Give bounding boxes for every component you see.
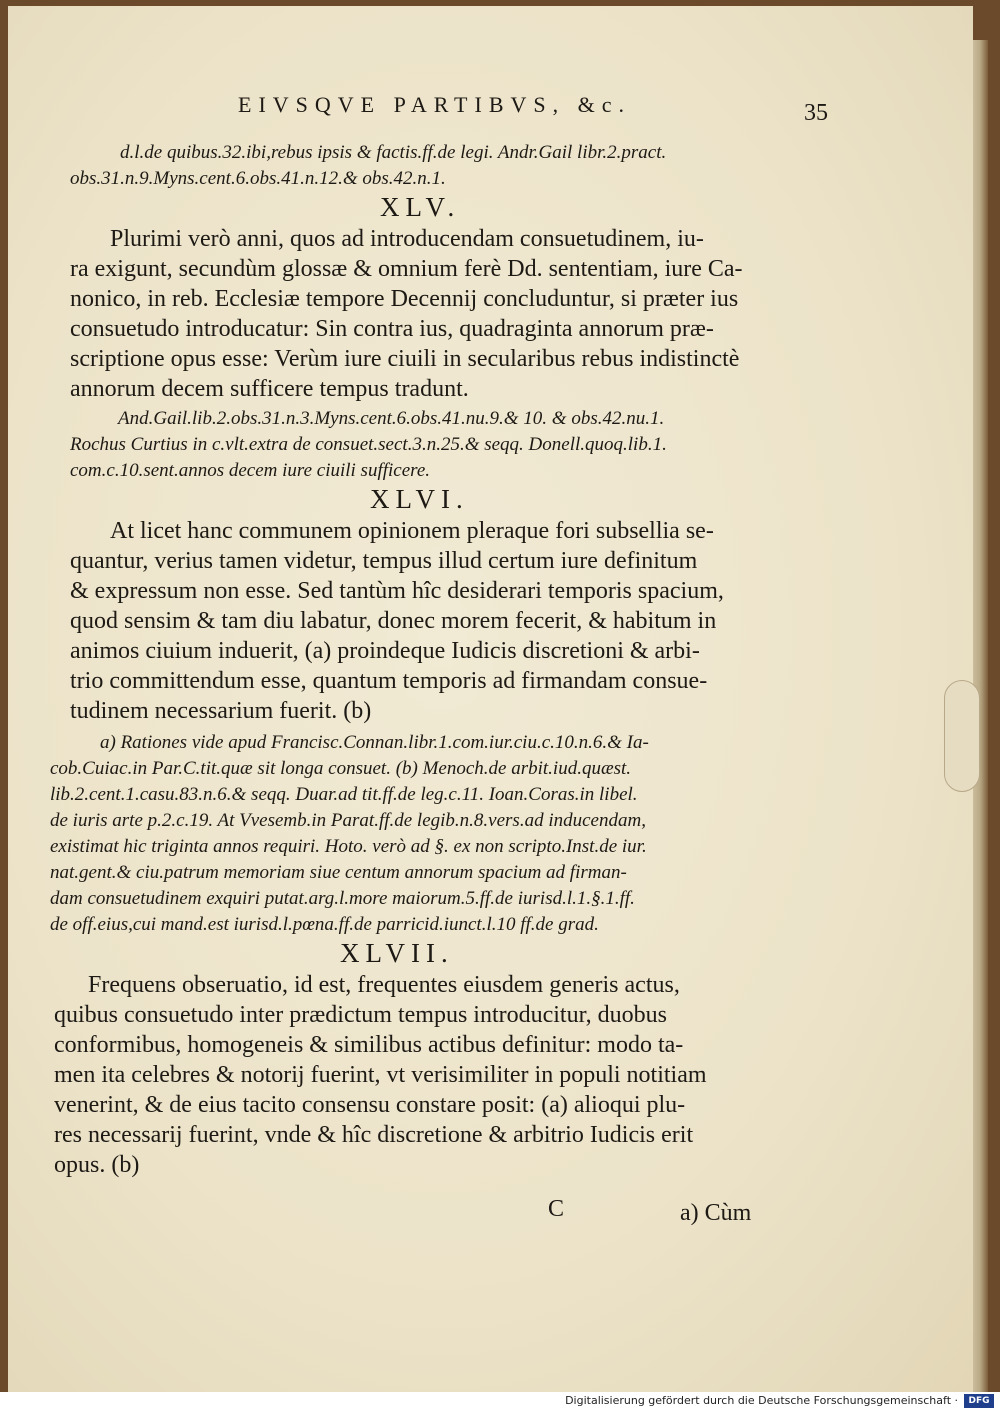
- page-number: 35: [804, 100, 828, 126]
- footnote-line: lib.2.cent.1.casu.83.n.6.& seqq. Duar.ad tit.ff.de leg.c.11. Ioan.Coras.in libel.: [50, 784, 638, 805]
- text-line: venerint, & de eius tacito consensu constare posit: (a) alioqui plu-: [54, 1092, 686, 1118]
- text-line: quibus consuetudo inter prædictum tempus introducitur, duobus: [54, 1002, 667, 1028]
- dfg-logo: DFG: [964, 1394, 994, 1408]
- text-line: Rochus Curtius in c.vlt.extra de consuet.sect.3.n.25.& seqq. Donell.quoq.lib.1.: [70, 434, 667, 455]
- footnote-line: cob.Cuiac.in Par.C.tit.quæ sit longa consuet. (b) Menoch.de arbit.iud.quæst.: [50, 758, 632, 779]
- text-line: At licet hanc communem opinionem pleraque fori subsellia se-: [110, 518, 714, 544]
- text-line: Frequens obseruatio, id est, frequentes eiusdem generis actus,: [88, 972, 680, 998]
- text-line: quantur, verius tamen videtur, tempus illud certum iure definitum: [70, 548, 698, 574]
- page-header: [208, 88, 828, 128]
- running-head: EIVSQVE PARTIBVS, &c.: [238, 92, 631, 117]
- footnote-line: a) Rationes vide apud Francisc.Connan.libr.1.com.iur.ciu.c.10.n.6.& Ia-: [100, 732, 649, 753]
- text-line: scriptione opus esse: Verùm iure ciuili in secularibus rebus indistinctè: [70, 346, 740, 372]
- book-page: [8, 6, 973, 1392]
- credit-bar: [0, 1392, 1000, 1412]
- section-heading: XLVI.: [370, 484, 469, 514]
- section-heading: XLV.: [380, 192, 461, 222]
- credit-text: Digitalisierung gefördert durch die Deutsche Forschungsgemeinschaft ·: [565, 1394, 958, 1407]
- footnote-line: de off.eius,cui mand.est iurisd.l.pœna.ff.de parricid.iunct.l.10 ff.de grad.: [50, 914, 599, 935]
- signature-mark: C: [548, 1196, 565, 1222]
- text-line: tudinem necessarium fuerit. (b): [70, 698, 372, 724]
- text-line: d.l.de quibus.32.ibi,rebus ipsis & factis.ff.de legi. Andr.Gail libr.2.pract.: [120, 142, 667, 163]
- section-heading: XLVII.: [340, 938, 454, 968]
- text-line: animos ciuium induerit, (a) proindeque Iudicis discretioni & arbi-: [70, 638, 700, 664]
- text-line: And.Gail.lib.2.obs.31.n.3.Myns.cent.6.obs.41.nu.9.& 10. & obs.42.nu.1.: [118, 408, 665, 429]
- text-line: & expressum non esse. Sed tantùm hîc desiderari temporis spacium,: [70, 578, 724, 604]
- text-line: consuetudo introducatur: Sin contra ius, quadraginta annorum præ-: [70, 316, 714, 342]
- text-line: opus. (b): [54, 1152, 140, 1178]
- text-line: trio committendum esse, quantum temporis ad firmandam consue-: [70, 668, 708, 694]
- page-tab: [944, 680, 980, 792]
- text-line: Plurimi verò anni, quos ad introducendam consuetudinem, iu-: [110, 226, 704, 252]
- text-line: conformibus, homogeneis & similibus actibus definitur: modo ta-: [54, 1032, 684, 1058]
- footnote-line: dam consuetudinem exquiri putat.arg.l.more maiorum.5.ff.de iurisd.l.1.§.1.ff.: [50, 888, 635, 909]
- text-line: men ita celebres & notorij fuerint, vt verisimiliter in populi notitiam: [54, 1062, 707, 1088]
- text-line: quod sensim & tam diu labatur, donec morem fecerit, & habitum in: [70, 608, 717, 634]
- footnote-line: nat.gent.& ciu.patrum memoriam siue centum annorum spacium ad firman-: [50, 862, 627, 883]
- catchword: a) Cùm: [680, 1200, 752, 1226]
- text-line: ra exigunt, secundùm glossæ & omnium ferè Dd. sententiam, iure Ca-: [70, 256, 743, 282]
- text-line: com.c.10.sent.annos decem iure ciuili sufficere.: [70, 460, 431, 481]
- text-line: obs.31.n.9.Myns.cent.6.obs.41.n.12.& obs.42.n.1.: [70, 168, 446, 189]
- text-line: annorum decem sufficere tempus tradunt.: [70, 376, 469, 402]
- text-line: nonico, in reb. Ecclesiæ tempore Decennij concluduntur, si præter ius: [70, 286, 739, 312]
- footnote-line: de iuris arte p.2.c.19. At Vvesemb.in Parat.ff.de legib.n.8.vers.ad inducendam,: [50, 810, 646, 831]
- footnote-line: existimat hic triginta annos requiri. Hoto. verò ad §. ex non scripto.Inst.de iur.: [50, 836, 647, 857]
- text-line: res necessarij fuerint, vnde & hîc discretione & arbitrio Iudicis erit: [54, 1122, 694, 1148]
